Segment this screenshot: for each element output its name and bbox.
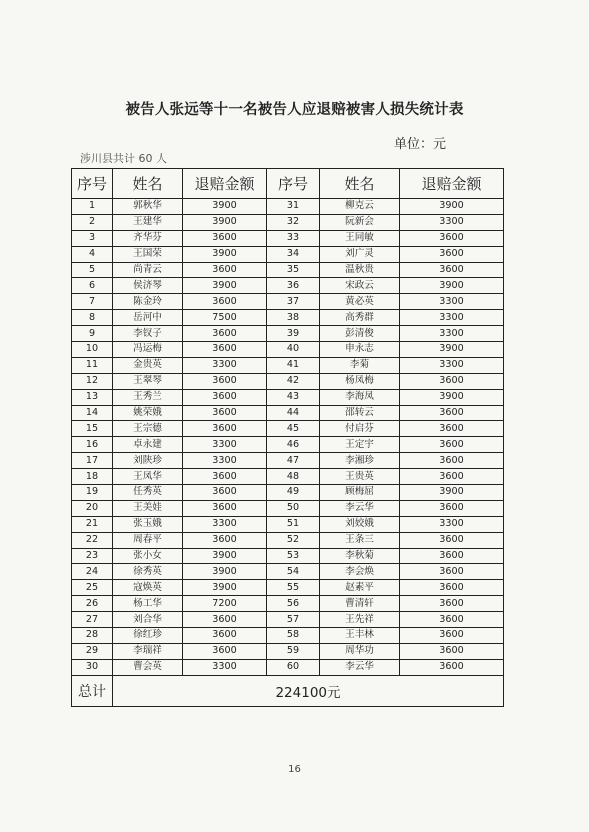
row-index: 46 [267,437,320,453]
table-row [72,485,504,501]
row-index: 24 [72,564,113,580]
victim-name: 周春平 [113,532,183,548]
refund-amount: 3600 [400,500,504,516]
refund-amount: 7200 [183,596,267,612]
refund-amount: 3300 [400,310,504,326]
victim-name: 侯济琴 [113,278,183,294]
victim-name: 柳克云 [320,199,400,215]
refund-amount: 3600 [400,437,504,453]
row-index: 13 [72,389,113,405]
victim-name: 李云华 [320,500,400,516]
refund-amount: 3600 [183,500,267,516]
table-row [72,421,504,437]
refund-amount: 3900 [183,214,267,230]
refund-amount: 3600 [183,532,267,548]
row-index: 11 [72,357,113,373]
victim-name: 付启芬 [320,421,400,437]
refund-amount: 3900 [183,548,267,564]
refund-amount: 3300 [400,357,504,373]
victim-name: 宋政云 [320,278,400,294]
table-row [72,342,504,358]
row-index: 7 [72,294,113,310]
refund-amount: 3600 [400,405,504,421]
victim-name: 尚青云 [113,262,183,278]
row-index: 60 [267,659,320,675]
row-index: 40 [267,342,320,358]
refund-amount: 3900 [400,342,504,358]
table-row [72,500,504,516]
refund-amount: 3600 [400,564,504,580]
victim-name: 邵转云 [320,405,400,421]
page-number: 16 [288,764,301,775]
victim-name: 王秀兰 [113,389,183,405]
row-index: 29 [72,643,113,659]
victim-name: 刘广灵 [320,246,400,262]
refund-amount: 3300 [183,516,267,532]
victim-name: 李秋菊 [320,548,400,564]
table-row [72,643,504,659]
table-row [72,453,504,469]
victim-name: 李钗子 [113,326,183,342]
row-index: 2 [72,214,113,230]
refund-amount: 7500 [183,310,267,326]
victim-name: 王宗德 [113,421,183,437]
row-index: 9 [72,326,113,342]
total-row [72,675,504,706]
table-header-row [72,169,504,199]
victim-name: 王凤华 [113,469,183,485]
table-row [72,437,504,453]
table-row [72,373,504,389]
refund-amount: 3900 [400,485,504,501]
refund-amount: 3900 [183,580,267,596]
header-index: 序号 [72,169,113,199]
victim-name: 李菊 [320,357,400,373]
refund-amount: 3600 [400,532,504,548]
county-count-note: 涉川县共计 60 人 [80,152,167,165]
row-index: 21 [72,516,113,532]
refund-amount: 3300 [183,437,267,453]
refund-amount: 3300 [400,516,504,532]
victim-name: 王美娃 [113,500,183,516]
refund-amount: 3900 [183,199,267,215]
victim-name: 岳河中 [113,310,183,326]
row-index: 42 [267,373,320,389]
refund-amount: 3600 [400,643,504,659]
row-index: 48 [267,469,320,485]
refund-amount: 3600 [400,453,504,469]
refund-amount: 3600 [400,262,504,278]
victim-name: 彭清俊 [320,326,400,342]
table-row [72,230,504,246]
refund-amount: 3300 [183,659,267,675]
table-row [72,596,504,612]
row-index: 30 [72,659,113,675]
victim-name: 曹会英 [113,659,183,675]
table-row [72,628,504,644]
row-index: 3 [72,230,113,246]
row-index: 45 [267,421,320,437]
victim-name: 李海凤 [320,389,400,405]
row-index: 27 [72,612,113,628]
row-index: 4 [72,246,113,262]
table-row [72,389,504,405]
row-index: 14 [72,405,113,421]
row-index: 58 [267,628,320,644]
row-index: 54 [267,564,320,580]
row-index: 34 [267,246,320,262]
victim-name: 曹清轩 [320,596,400,612]
victim-name: 李会焕 [320,564,400,580]
row-index: 16 [72,437,113,453]
table-row [72,516,504,532]
compensation-table [71,168,504,707]
refund-amount: 3600 [183,230,267,246]
victim-name: 王贵英 [320,469,400,485]
refund-amount: 3600 [183,373,267,389]
victim-name: 阮新会 [320,214,400,230]
victim-name: 王丰林 [320,628,400,644]
header-index: 序号 [267,169,320,199]
refund-amount: 3300 [400,326,504,342]
victim-name: 金贵英 [113,357,183,373]
row-index: 10 [72,342,113,358]
table-row [72,262,504,278]
refund-amount: 3600 [183,326,267,342]
victim-name: 徐红珍 [113,628,183,644]
victim-name: 申永志 [320,342,400,358]
table-row [72,659,504,675]
refund-amount: 3900 [183,278,267,294]
table-row [72,214,504,230]
victim-name: 王同敏 [320,230,400,246]
row-index: 15 [72,421,113,437]
row-index: 43 [267,389,320,405]
table-row [72,564,504,580]
refund-amount: 3900 [400,278,504,294]
refund-amount: 3600 [400,659,504,675]
row-index: 37 [267,294,320,310]
refund-amount: 3300 [400,214,504,230]
table-row [72,278,504,294]
refund-amount: 3900 [183,246,267,262]
table-row [72,326,504,342]
refund-amount: 3600 [183,612,267,628]
victim-name: 杨工华 [113,596,183,612]
victim-name: 赵素平 [320,580,400,596]
row-index: 19 [72,485,113,501]
table-row [72,612,504,628]
table-row [72,532,504,548]
row-index: 28 [72,628,113,644]
row-index: 53 [267,548,320,564]
refund-amount: 3300 [183,453,267,469]
victim-name: 刘合华 [113,612,183,628]
row-index: 25 [72,580,113,596]
row-index: 18 [72,469,113,485]
victim-name: 张玉娥 [113,516,183,532]
table-row [72,246,504,262]
row-index: 1 [72,199,113,215]
victim-name: 刘姣娥 [320,516,400,532]
row-index: 41 [267,357,320,373]
row-index: 23 [72,548,113,564]
victim-name: 徐秀英 [113,564,183,580]
refund-amount: 3600 [400,421,504,437]
row-index: 52 [267,532,320,548]
victim-name: 王翠琴 [113,373,183,389]
row-index: 35 [267,262,320,278]
victim-name: 李云华 [320,659,400,675]
refund-amount: 3600 [400,246,504,262]
victim-name: 陈金玲 [113,294,183,310]
table-row [72,294,504,310]
header-amount: 退赔金额 [183,169,267,199]
row-index: 33 [267,230,320,246]
victim-name: 王条三 [320,532,400,548]
refund-amount: 3600 [183,405,267,421]
refund-amount: 3600 [183,421,267,437]
header-amount: 退赔金额 [400,169,504,199]
refund-amount: 3600 [183,643,267,659]
victim-name: 顾梅屈 [320,485,400,501]
table-row [72,310,504,326]
table-row [72,405,504,421]
unit-label: 单位：元 [394,137,447,152]
refund-amount: 3600 [400,580,504,596]
victim-name: 王建华 [113,214,183,230]
refund-amount: 3600 [183,389,267,405]
victim-name: 齐华芬 [113,230,183,246]
row-index: 51 [267,516,320,532]
row-index: 8 [72,310,113,326]
refund-amount: 3600 [400,628,504,644]
victim-name: 卓永建 [113,437,183,453]
victim-name: 冯运梅 [113,342,183,358]
total-label: 总计 [72,675,113,706]
row-index: 56 [267,596,320,612]
row-index: 12 [72,373,113,389]
table-row [72,469,504,485]
row-index: 57 [267,612,320,628]
row-index: 5 [72,262,113,278]
row-index: 39 [267,326,320,342]
victim-name: 寇焕英 [113,580,183,596]
refund-amount: 3600 [183,485,267,501]
victim-name: 姚荣娥 [113,405,183,421]
refund-amount: 3300 [183,357,267,373]
refund-amount: 3600 [183,469,267,485]
row-index: 6 [72,278,113,294]
victim-name: 周华功 [320,643,400,659]
row-index: 50 [267,500,320,516]
victim-name: 杨凤梅 [320,373,400,389]
header-name: 姓名 [113,169,183,199]
row-index: 31 [267,199,320,215]
victim-name: 高秀群 [320,310,400,326]
refund-amount: 3900 [400,389,504,405]
row-index: 49 [267,485,320,501]
refund-amount: 3600 [183,628,267,644]
refund-amount: 3600 [400,373,504,389]
victim-name: 张小女 [113,548,183,564]
refund-amount: 3600 [183,342,267,358]
row-index: 32 [267,214,320,230]
row-index: 44 [267,405,320,421]
victim-name: 黄必英 [320,294,400,310]
victim-name: 李湘珍 [320,453,400,469]
table-row [72,357,504,373]
victim-name: 王国荣 [113,246,183,262]
victim-name: 任秀英 [113,485,183,501]
header-name: 姓名 [320,169,400,199]
victim-name: 李瑞祥 [113,643,183,659]
refund-amount: 3900 [400,199,504,215]
victim-name: 王定宇 [320,437,400,453]
table-row [72,199,504,215]
row-index: 26 [72,596,113,612]
row-index: 22 [72,532,113,548]
table-row [72,548,504,564]
refund-amount: 3600 [183,294,267,310]
total-value: 224100元 [113,675,504,706]
row-index: 38 [267,310,320,326]
row-index: 17 [72,453,113,469]
refund-amount: 3600 [400,230,504,246]
refund-amount: 3300 [400,294,504,310]
refund-amount: 3600 [400,469,504,485]
page-title: 被告人张远等十一名被告人应退赔被害人损失统计表 [125,102,464,118]
row-index: 47 [267,453,320,469]
refund-amount: 3600 [400,596,504,612]
victim-name: 郭秋华 [113,199,183,215]
victim-name: 温秋贵 [320,262,400,278]
row-index: 55 [267,580,320,596]
refund-amount: 3900 [183,564,267,580]
refund-amount: 3600 [183,262,267,278]
row-index: 20 [72,500,113,516]
victim-name: 王先祥 [320,612,400,628]
victim-name: 刘陕珍 [113,453,183,469]
row-index: 59 [267,643,320,659]
row-index: 36 [267,278,320,294]
refund-amount: 3600 [400,548,504,564]
refund-amount: 3600 [400,612,504,628]
table-row [72,580,504,596]
